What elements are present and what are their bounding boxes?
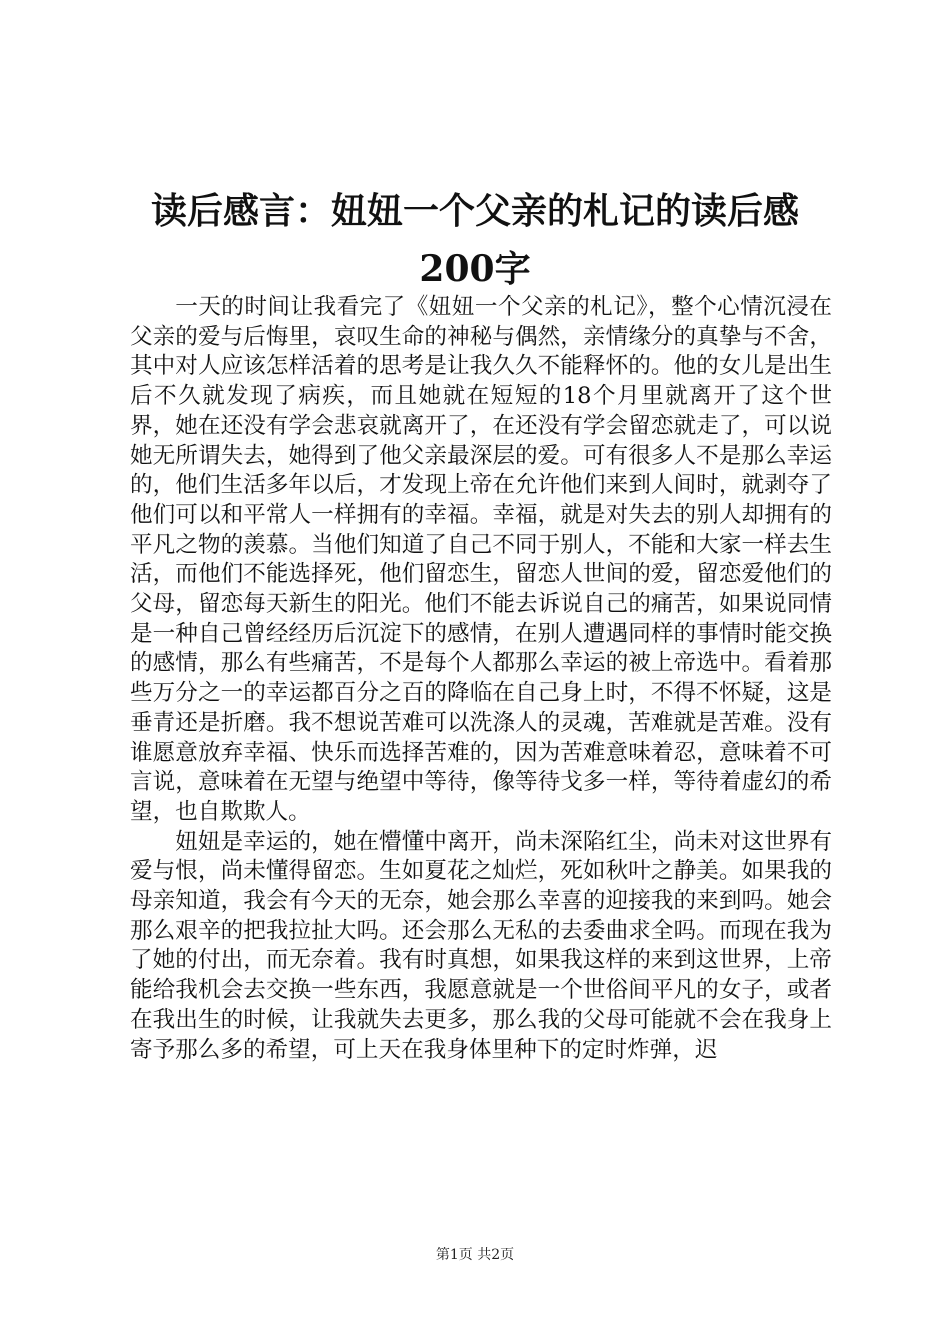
page-number-indicator: 第1页 共2页 (435, 1247, 515, 1263)
body-paragraph-1: 一天的时间让我看完了《妞妞一个父亲的札记》，整个心情沉浸在父亲的爱与后悔里，哀叹生命的神秘与偶然，亲情缘分的真挚与不舍，其中对人应该怎样活着的思考是让我久久不能释怀的。他的女儿是出生后不久就发现了病疾，而且她就在短短的18个月里就离开了这个世界，她在还没有学会悲哀就离开了，在还没有学会留恋就走了，可以说她无所谓失去，她得到了他父亲最深层的爱。可有很多人不是那么幸运的，他们生活多年以后，才发现上帝在允许他们来到人间时，就剥夺了他们可以和平常人一样拥有的幸福。幸福，就是对失去的别人却拥有的平凡之物的羡慕。当他们知道了自己不同于别人，不能和大家一样去生活，而他们不能选择死，他们留恋生，留恋人世间的爱，留恋爱他们的父母，留恋每天新生的阳光。他们不能去诉说自己的痛苦，如果说同情是一种自己曾经经历后沉淀下的感情，在别人遭遇同样的事情时能交换的感情，那么有些痛苦，不是每个人都那么幸运的被上帝选中。看着那些万分之一的幸运都百分之百的降临在自己身上时，不得不怀疑，这是垂青还是折磨。我不想说苦难可以洗涤人的灵魂，苦难就是苦难。没有谁愿意放弃幸福、快乐而选择苦难的，因为苦难意味着忍，意味着不可言说，意味着在无望与绝望中等待，像等待戈多一样，等待着虚幻的希望，也自欺欺人。 (130, 294, 832, 825)
body-paragraph-2: 妞妞是幸运的，她在懵懂中离开，尚未深陷红尘，尚未对这世界有爱与恨，尚未懂得留恋。生如夏花之灿烂，死如秋叶之静美。如果我的母亲知道，我会有今天的无奈，她会那么幸喜的迎接我的来到吗。她会那么艰辛的把我拉扯大吗。还会那么无私的去委曲求全吗。而现在我为了她的付出，而无奈着。我有时真想，如果我这样的来到这世界，上帝能给我机会去交换一些东西，我愿意就是一个世俗间平凡的女子，或者在我出生的时候，让我就失去更多，那么我的父母可能就不会在我身上寄予那么多的希望，可上天在我身体里种下的定时炸弹，迟 (130, 828, 832, 1063)
page-footer (0, 1245, 950, 1265)
document-title: 读后感言：妞妞一个父亲的札记的读后感200字 (150, 190, 799, 290)
document-body (130, 293, 832, 1065)
